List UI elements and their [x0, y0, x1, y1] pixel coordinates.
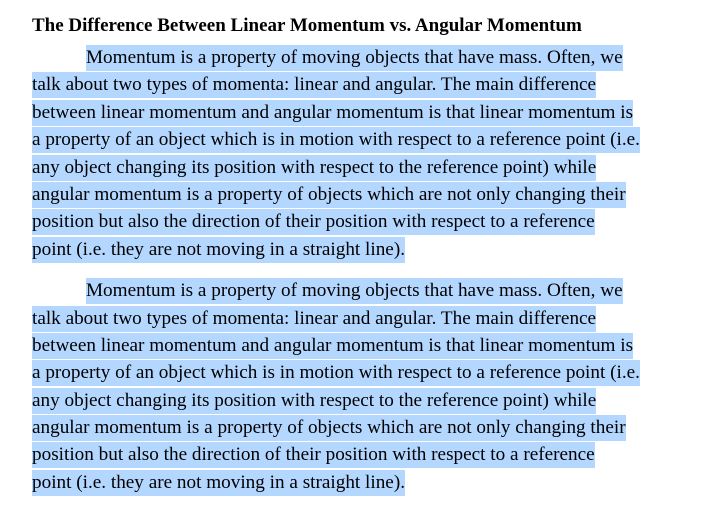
paragraph-line [32, 99, 692, 126]
paragraph-line [32, 126, 692, 153]
selected-text[interactable]: any object changing its position with respect to the reference point) while [32, 155, 596, 181]
paragraph-line [32, 208, 692, 235]
paragraph-line [32, 305, 692, 332]
paragraph-line [32, 277, 692, 304]
selected-text[interactable]: any object changing its position with respect to the reference point) while [32, 388, 596, 414]
selected-text[interactable]: a property of an object which is in motion with respect to a reference point (i.e. [32, 127, 640, 153]
paragraph-line [32, 414, 692, 441]
paragraph-2[interactable] [32, 277, 692, 496]
selected-text[interactable]: between linear momentum and angular momentum is that linear momentum is [32, 333, 633, 359]
paragraph-line [32, 71, 692, 98]
selected-text[interactable]: Momentum is a property of moving objects that have mass. Often, we [86, 278, 623, 304]
paragraph-line [32, 332, 692, 359]
paragraph-1[interactable] [32, 44, 692, 263]
selected-text[interactable]: between linear momentum and angular momentum is that linear momentum is [32, 100, 633, 126]
paragraph-line [32, 154, 692, 181]
paragraph-line [32, 359, 692, 386]
paragraph-line [32, 236, 692, 263]
paragraph-line [32, 181, 692, 208]
selected-text[interactable]: a property of an object which is in motion with respect to a reference point (i.e. [32, 360, 640, 386]
paragraph-line [32, 469, 692, 496]
selected-text[interactable]: talk about two types of momenta: linear and angular. The main difference [32, 306, 596, 332]
selected-text[interactable]: position but also the direction of their position with respect to a reference [32, 209, 595, 235]
selected-text[interactable]: angular momentum is a property of objects which are not only changing their [32, 182, 626, 208]
selected-text[interactable]: position but also the direction of their position with respect to a reference [32, 442, 595, 468]
paragraph-line [32, 44, 692, 71]
document-body[interactable] [32, 14, 692, 496]
selected-text[interactable]: Momentum is a property of moving objects that have mass. Often, we [86, 45, 623, 71]
paragraph-line [32, 441, 692, 468]
selected-text[interactable]: talk about two types of momenta: linear and angular. The main difference [32, 72, 596, 98]
paragraph-line [32, 387, 692, 414]
selected-text[interactable]: point (i.e. they are not moving in a straight line). [32, 470, 405, 496]
selected-text[interactable]: point (i.e. they are not moving in a straight line). [32, 237, 405, 263]
selected-text[interactable]: angular momentum is a property of objects which are not only changing their [32, 415, 626, 441]
document-heading: The Difference Between Linear Momentum vs. Angular Momentum [32, 15, 582, 36]
